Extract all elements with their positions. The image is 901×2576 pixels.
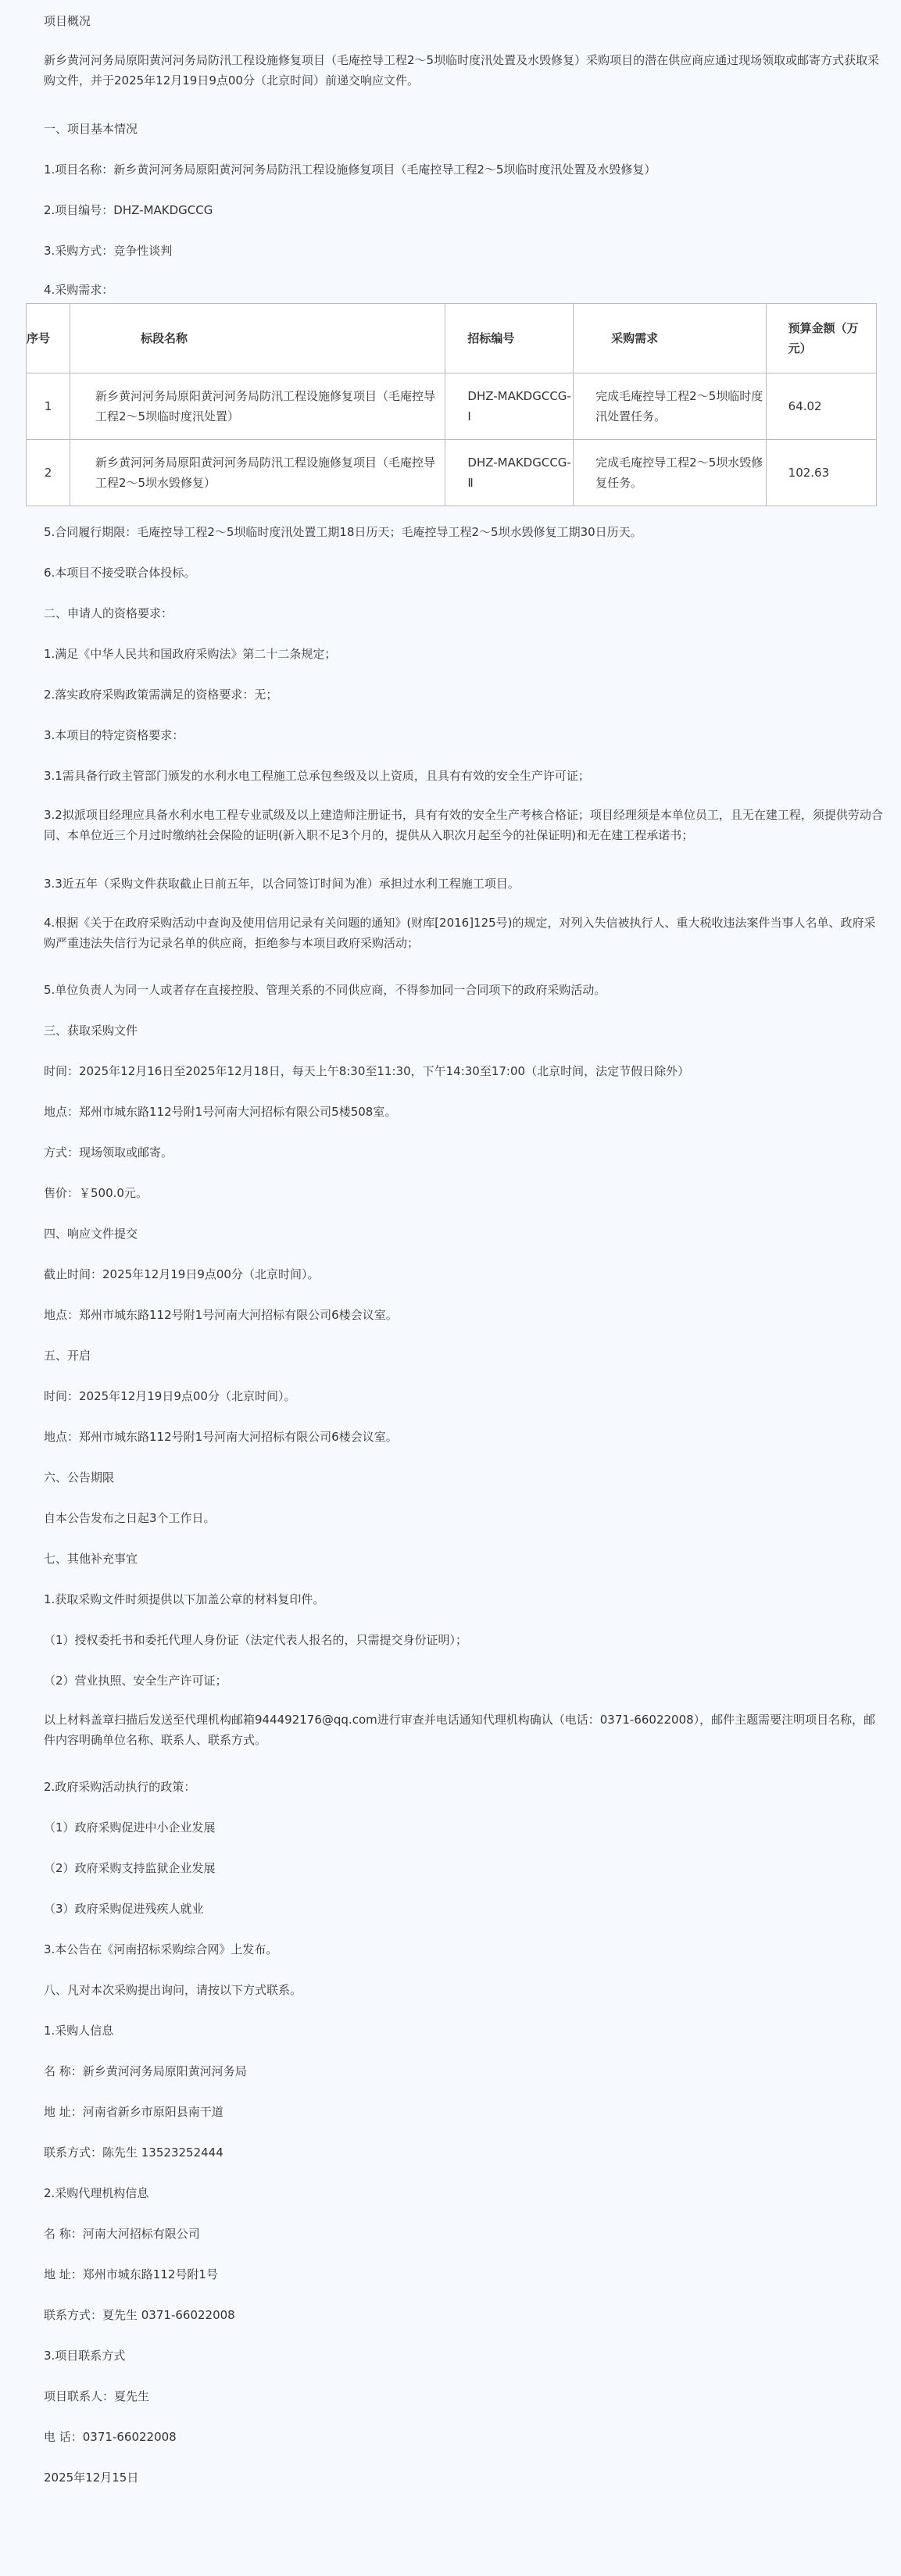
obtain-place: 地点：郑州市城东路112号附1号河南大河招标有限公司5楼508室。	[44, 1105, 397, 1119]
section-title-overview: 项目概况	[44, 14, 91, 28]
project-contact-phone: 电 话：0371-66022008	[44, 2430, 177, 2444]
row-code: DHZ-MAKDGCCG-Ⅱ	[445, 440, 574, 506]
table-row	[27, 373, 877, 440]
row-no: 2	[27, 440, 70, 506]
purchaser-address: 地 址：河南省新乡市原阳县南干道	[44, 2105, 223, 2119]
submission-deadline: 截止时间：2025年12月19日9点00分（北京时间）。	[44, 1267, 320, 1281]
row-need: 完成毛庵控导工程2～5坝临时度汛处置任务。	[574, 373, 767, 440]
other-2: 2.政府采购活动执行的政策：	[44, 1780, 196, 1794]
qual-4: 4.根据《关于在政府采购活动中查询及使用信用记录有关问题的通知》(财库[2016]125号)的规定，对列入失信被执行人、重大税收违法案件当事人名单、政府采购严重违法失信行为记录名单的供应商，拒绝参与本项目政府采购活动；	[44, 916, 876, 950]
qual-1: 1.满足《中华人民共和国政府采购法》第二十二条规定；	[44, 647, 337, 661]
procurement-requirements-label: 4.采购需求：	[44, 283, 114, 297]
section-heading-qualifications: 二、申请人的资格要求：	[44, 606, 173, 620]
qual-3: 3.本项目的特定资格要求：	[44, 728, 184, 742]
section-heading-contact: 八、凡对本次采购提出询问，请按以下方式联系。	[44, 1983, 302, 1997]
other-3: 3.本公告在《河南招标采购综合网》上发布。	[44, 1942, 278, 1956]
section-heading-submission: 四、响应文件提交	[44, 1227, 138, 1241]
row-name: 新乡黄河河务局原阳黄河河务局防汛工程设施修复项目（毛庵控导工程2～5坝水毁修复）	[70, 440, 445, 506]
other-1-2: （2）营业执照、安全生产许可证；	[44, 1674, 227, 1688]
other-1: 1.获取采购文件时须提供以下加盖公章的材料复印件。	[44, 1592, 325, 1606]
paragraph-intro: 新乡黄河河务局原阳黄河河务局防汛工程设施修复项目（毛庵控导工程2～5坝临时度汛处置及水毁修复）采购项目的潜在供应商应通过现场领取或邮寄方式获取采购文件，并于2025年12月19日9点00分（北京时间）前递交响应文件。	[44, 53, 880, 88]
policy-3: （3）政府采购促进残疾人就业	[44, 1902, 204, 1916]
other-email-instructions: 以上材料盖章扫描后发送至代理机构邮箱944492176@qq.com进行审查并电话通知代理机构确认（电话：0371-66022008），邮件主题需要注明项目名称，邮件内容明确单位名称、联系人、联系方式。	[44, 1713, 876, 1747]
agency-address: 地 址：郑州市城东路112号附1号	[44, 2267, 218, 2281]
header-name: 标段名称	[70, 304, 445, 373]
other-1-1: （1）授权委托书和委托代理人身份证（法定代表人报名的，只需提交身份证明）；	[44, 1633, 468, 1647]
no-consortium: 6.本项目不接受联合体投标。	[44, 566, 196, 580]
section-heading-other: 七、其他补充事宜	[44, 1552, 138, 1566]
contract-period: 5.合同履行期限：毛庵控导工程2～5坝临时度汛处置工期18日历天；毛庵控导工程2～5坝水毁修复工期30日历天。	[44, 525, 642, 539]
obtain-method: 方式：现场领取或邮寄。	[44, 1145, 173, 1159]
obtain-time: 时间：2025年12月16日至2025年12月18日，每天上午8:30至11:30，下午14:30至17:00（北京时间，法定节假日除外）	[44, 1064, 690, 1078]
row-name: 新乡黄河河务局原阳黄河河务局防汛工程设施修复项目（毛庵控导工程2～5坝临时度汛处置）	[70, 373, 445, 440]
header-need: 采购需求	[574, 304, 767, 373]
table-row	[27, 440, 877, 506]
row-code: DHZ-MAKDGCCG-Ⅰ	[445, 373, 574, 440]
qual-3-1: 3.1需具备行政主管部门颁发的水利水电工程施工总承包叁级及以上资质，且具有有效的安全生产许可证；	[44, 769, 590, 783]
agency-heading: 2.采购代理机构信息	[44, 2186, 149, 2200]
project-name: 1.项目名称：新乡黄河河务局原阳黄河河务局防汛工程设施修复项目（毛庵控导工程2～5坝临时度汛处置及水毁修复）	[44, 163, 656, 177]
project-contact-person: 项目联系人：夏先生	[44, 2389, 150, 2403]
project-number: 2.项目编号：DHZ-MAKDGCCG	[44, 203, 213, 217]
project-contact-heading: 3.项目联系方式	[44, 2349, 126, 2363]
announcement-date: 2025年12月15日	[44, 2471, 139, 2485]
qual-3-3: 3.3近五年（采购文件获取截止日前五年，以合同签订时间为准）承担过水利工程施工项目。	[44, 877, 520, 891]
row-budget: 64.02	[766, 373, 876, 440]
row-need: 完成毛庵控导工程2～5坝水毁修复任务。	[574, 440, 767, 506]
policy-2: （2）政府采购支持监狱企业发展	[44, 1861, 216, 1875]
header-budget: 预算金额（万元）	[766, 304, 876, 373]
purchaser-name: 名 称：新乡黄河河务局原阳黄河河务局	[44, 2064, 247, 2078]
qual-5: 5.单位负责人为同一人或者存在直接控股、管理关系的不同供应商，不得参加同一合同项下的政府采购活动。	[44, 983, 606, 997]
obtain-price: 售价：￥500.0元。	[44, 1186, 148, 1200]
purchaser-contact: 联系方式：陈先生 13523252444	[44, 2145, 223, 2160]
row-no: 1	[27, 373, 70, 440]
agency-name: 名 称：河南大河招标有限公司	[44, 2227, 200, 2241]
procurement-table	[26, 303, 877, 506]
procurement-method: 3.采购方式：竞争性谈判	[44, 244, 173, 258]
notice-period: 自本公告发布之日起3个工作日。	[44, 1511, 216, 1525]
opening-place: 地点：郑州市城东路112号附1号河南大河招标有限公司6楼会议室。	[44, 1430, 398, 1444]
section-heading-notice-period: 六、公告期限	[44, 1470, 115, 1485]
agency-contact: 联系方式：夏先生 0371-66022008	[44, 2308, 235, 2322]
policy-1: （1）政府采购促进中小企业发展	[44, 1820, 216, 1835]
purchaser-heading: 1.采购人信息	[44, 2024, 114, 2038]
table-header-row	[27, 304, 877, 373]
qual-3-2: 3.2拟派项目经理应具备水利水电工程专业贰级及以上建造师注册证书，具有有效的安全生产考核合格证；项目经理须是本单位员工，且无在建工程，须提供劳动合同、本单位近三个月过时缴纳社会保险的证明(新入职不足3个月的，提供从入职次月起至今的社保证明)和无在建工程承诺书；	[44, 808, 883, 842]
row-budget: 102.63	[766, 440, 876, 506]
qual-2: 2.落实政府采购政策需满足的资格要求：无；	[44, 688, 278, 702]
submission-place: 地点：郑州市城东路112号附1号河南大河招标有限公司6楼会议室。	[44, 1308, 398, 1322]
opening-time: 时间：2025年12月19日9点00分（北京时间）。	[44, 1389, 296, 1403]
section-heading-basic-info: 一、项目基本情况	[44, 122, 138, 136]
header-no: 序号	[27, 304, 70, 373]
header-code: 招标编号	[445, 304, 574, 373]
section-heading-obtain-docs: 三、获取采购文件	[44, 1024, 138, 1038]
section-heading-opening: 五、开启	[44, 1349, 91, 1363]
